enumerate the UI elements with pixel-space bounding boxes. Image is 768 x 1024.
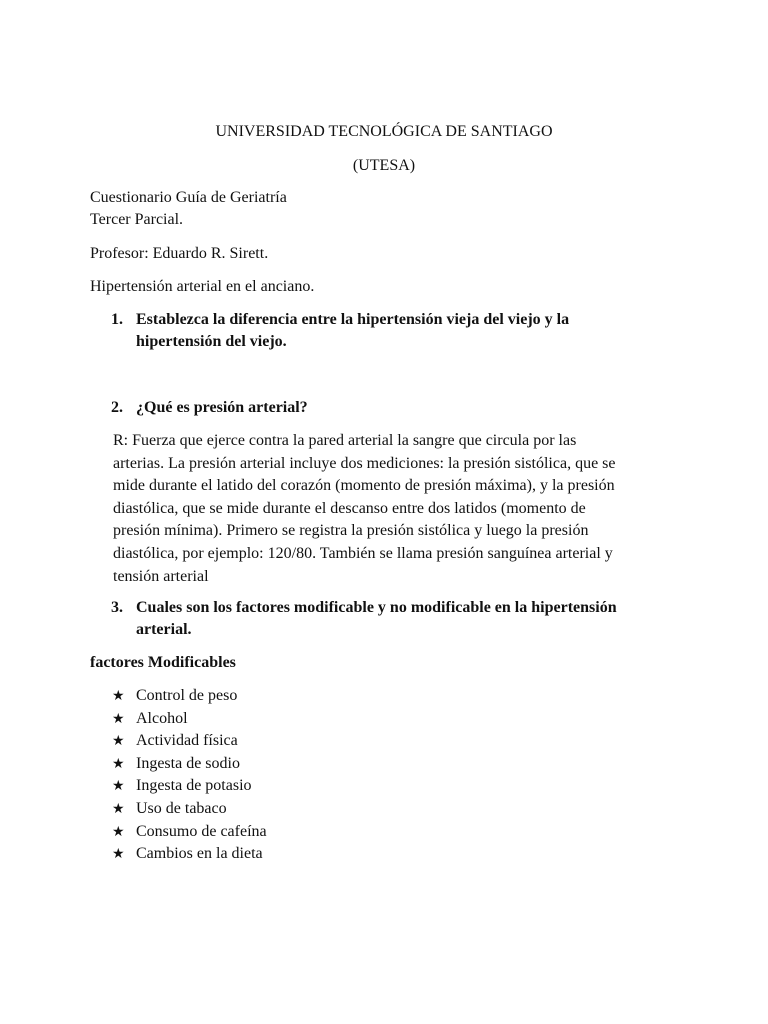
- modifiable-factors-heading: factores Modificables: [90, 654, 236, 671]
- list-item: [112, 798, 267, 821]
- answer-2-line: diastólica, que se mide durante el descanso entre dos latidos (momento de: [113, 499, 586, 517]
- term-label: Tercer Parcial.: [90, 211, 184, 228]
- list-item-label: Uso de tabaco: [136, 799, 227, 817]
- answer-2-paragraph: [113, 430, 683, 588]
- question-1-line-2: hipertensión del viejo.: [136, 333, 287, 350]
- list-item: [112, 821, 267, 844]
- list-item: [112, 753, 267, 776]
- list-item-label: Cambios en la dieta: [136, 845, 263, 863]
- star-bullet-icon: ★: [112, 824, 125, 840]
- list-item: [112, 685, 267, 708]
- answer-2-line: presión mínima). Primero se registra la presión sistólica y luego la presión: [113, 522, 589, 540]
- list-item: [112, 730, 267, 753]
- question-2-number: 2.: [111, 399, 123, 416]
- topic-label: Hipertensión arterial en el anciano.: [90, 278, 315, 295]
- star-bullet-icon: ★: [112, 689, 125, 704]
- question-3-number: 3.: [111, 599, 123, 616]
- answer-2-line: diastólica, por ejemplo: 120/80. También se llama presión sanguínea arterial y: [113, 544, 613, 562]
- list-item: [112, 708, 267, 731]
- question-1-number: 1.: [111, 311, 123, 328]
- question-3-line-1: Cuales son los factores modificable y no modificable en la hipertensión: [136, 599, 617, 616]
- star-bullet-icon: ★: [112, 711, 125, 727]
- star-bullet-icon: ★: [112, 847, 125, 863]
- list-item-label: Alcohol: [136, 709, 188, 727]
- university-acronym: (UTESA): [352, 157, 416, 174]
- question-2-line-1: ¿Qué es presión arterial?: [136, 399, 308, 416]
- question-3-line-2: arterial.: [136, 621, 192, 638]
- star-bullet-icon: ★: [112, 756, 125, 772]
- list-item-label: Control de peso: [136, 687, 238, 704]
- list-item: [112, 843, 267, 866]
- star-bullet-icon: ★: [112, 801, 125, 817]
- star-bullet-icon: ★: [112, 734, 125, 750]
- list-item: [112, 775, 267, 798]
- list-item-label: Ingesta de potasio: [136, 777, 252, 795]
- university-title: UNIVERSIDAD TECNOLÓGICA DE SANTIAGO: [215, 123, 553, 140]
- course-name: Cuestionario Guía de Geriatría: [90, 189, 287, 206]
- professor-label: Profesor: Eduardo R. Sirett.: [90, 245, 269, 262]
- list-item-label: Consumo de cafeína: [136, 822, 267, 840]
- list-item-label: Ingesta de sodio: [136, 754, 240, 772]
- question-1-line-1: Establezca la diferencia entre la hipertensión vieja del viejo y la: [136, 311, 570, 328]
- answer-2-line: mide durante el latido del corazón (momento de presión máxima), y la presión: [113, 477, 615, 495]
- answer-2-line: tensión arterial: [113, 567, 209, 585]
- answer-2-line: R: Fuerza que ejerce contra la pared arterial la sangre que circula por las: [113, 432, 577, 449]
- list-item-label: Actividad física: [136, 732, 238, 750]
- star-bullet-icon: ★: [112, 779, 125, 795]
- answer-2-line: arterias. La presión arterial incluye dos mediciones: la presión sistólica, que se: [113, 454, 616, 472]
- modifiable-factors-list: [112, 685, 267, 866]
